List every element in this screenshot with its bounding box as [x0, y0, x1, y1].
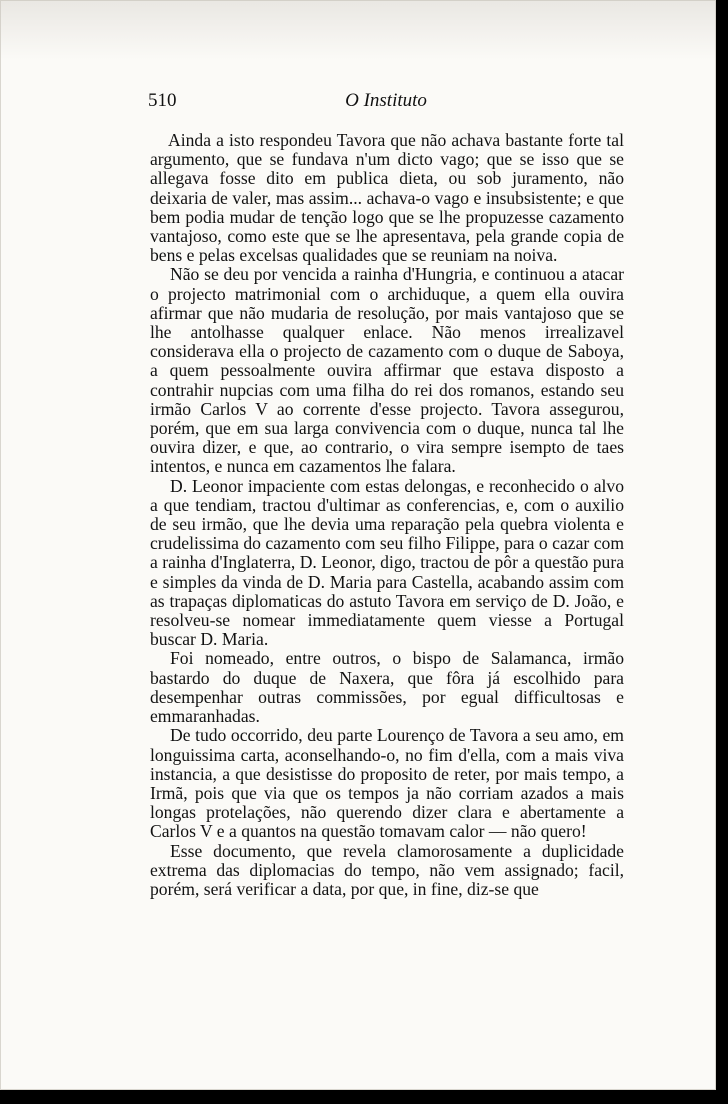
- page-number: 510: [148, 90, 177, 111]
- body-text: [150, 131, 624, 899]
- paragraph-4: Foi nomeado, entre outros, o bispo de Salamanca, irmão bastardo do duque de Naxera, que fôra já escolhido para desempenhar outras commissões, por egual difficultosas e emmaranhadas.: [150, 648, 624, 727]
- paragraph-6: Esse documento, que revela clamorosamente a duplicidade extrema das diplomacias do tempo, não vem assignado; facil, porém, será verificar a data, por que, in fine, diz-se que: [150, 840, 624, 899]
- paragraph-5: De tudo occorrido, deu parte Lourenço de Tavora a seu amo, em longuissima carta, aconselhando-o, no fim d'ella, com a mais viva instancia, a que desistisse do proposito de reter, por mais tempo, a Irmã, pois que via que os tempos ja não corriam azados a mais longas protelações, não querendo dizer clara e abertamente a Carlos V e a quantos na questão tomavam calor — não quero!: [150, 725, 624, 842]
- running-title: O Instituto: [345, 90, 427, 111]
- paragraph-2: Não se deu por vencida a rainha d'Hungria, e continuou a atacar o projecto matrimonial com o archiduque, a quem ella ouvira afirmar que não mudaria de resolução, por mais vantajoso que se lhe antolhasse qualquer enlace. Não menos irrealizavel considerava ella o projecto de cazamento com o duque de Saboya, a quem pessoalmente ouvira affirmar que estava disposto a contrahir nupcias com uma filha do rei dos romanos, estando seu irmão Carlos V ao corrente d'esse projecto. Tavora assegurou, porém, que em sua larga convivencia com o duque, nunca tal lhe ouvira dizer, e que, ao contrario, o vira sempre isempto de taes intentos, e nunca em cazamentos lhe falara.: [150, 264, 624, 477]
- paragraph-3: D. Leonor impaciente com estas delongas, e reconhecido o alvo a que tendiam, tractou d'ultimar as conferencias, e, com o auxilio de seu irmão, que lhe devia uma reparação pela quebra violenta e crudelissima do cazamento com seu filho Filippe, para o cazar com a rainha d'Inglaterra, D. Leonor, digo, tractou de pôr a questão pura e simples da vinda de D. Maria para Castella, acabando assim com as trapaças diplomaticas do astuto Tavora em serviço de D. João, e resolveu-se nomear immediatamente quem viesse a Portugal buscar D. Maria.: [150, 475, 624, 650]
- scan-border-right: [716, 0, 728, 1104]
- page-header: [148, 90, 624, 116]
- paragraph-1: Ainda a isto respondeu Tavora que não achava bastante forte tal argumento, que se fundava n'um dicto vago; que se isso que se allegava fosse dito em publica dieta, ou sob juramento, não deixaria de valer, mas assim... achava-o vago e insubsistente; e que bem podia mudar de tenção logo que se lhe propuzesse cazamento vantajoso, como este que se lhe apresentava, pela grande copia de bens e pelas excelsas qualidades que se reuniam na noiva.: [150, 130, 624, 266]
- scan-border-bottom: [0, 1090, 728, 1104]
